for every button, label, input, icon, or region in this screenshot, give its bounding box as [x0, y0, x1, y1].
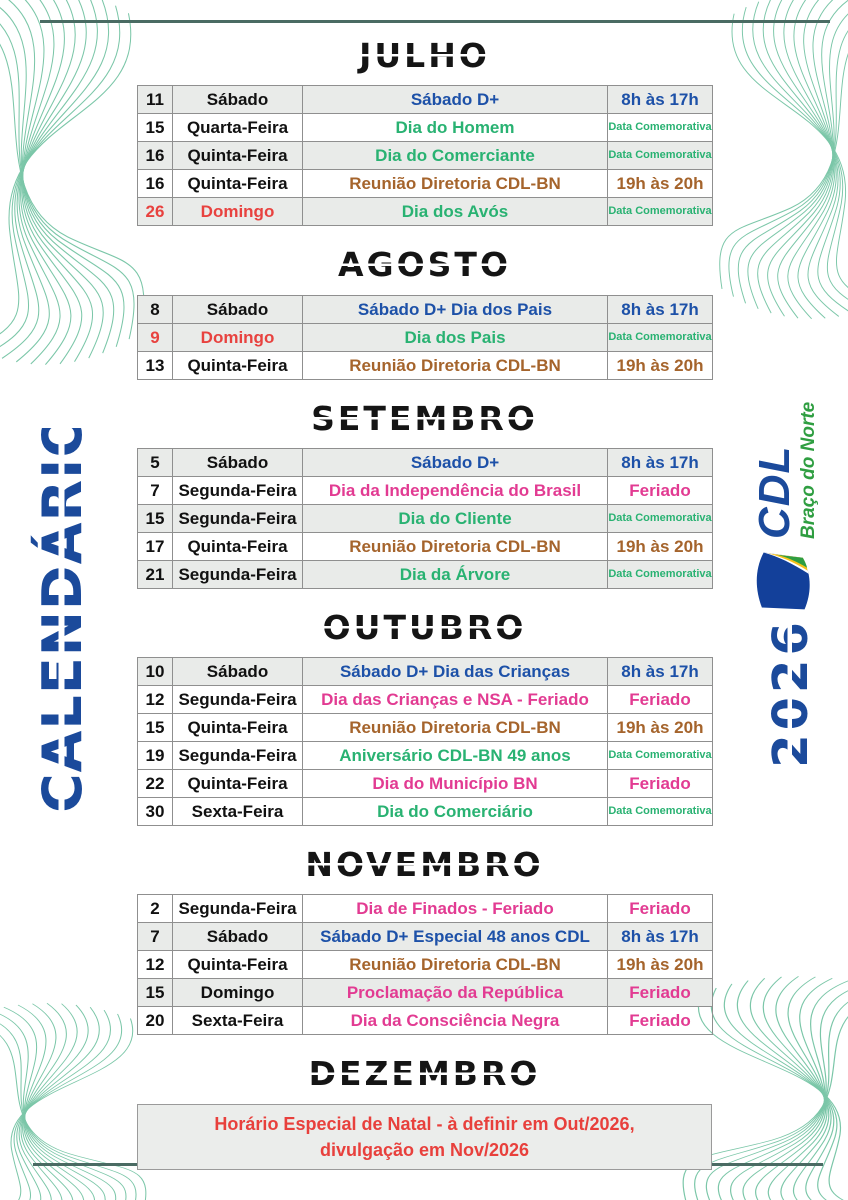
month-title: OUTUBRO: [137, 610, 712, 646]
day-cell: 8: [138, 295, 173, 323]
event-row: [138, 170, 713, 198]
weekday-cell: Sábado: [173, 658, 303, 686]
weekday-cell: Segunda-Feira: [173, 742, 303, 770]
note-cell: Data Comemorativa: [608, 504, 713, 532]
cdl-flag-logo-icon: [749, 548, 821, 612]
event-row: [138, 86, 713, 114]
weekday-cell: Sábado: [173, 86, 303, 114]
cdl-brand-text: [749, 401, 819, 539]
note-cell: 8h às 17h: [608, 923, 713, 951]
note-cell: Data Comemorativa: [608, 114, 713, 142]
month-title: DEZEMBRO: [137, 1056, 712, 1092]
swirl-ornament-bottom-right: [711, 975, 848, 1200]
event-row: [138, 770, 713, 798]
day-cell: 15: [138, 714, 173, 742]
event-cell: Dia do Homem: [303, 114, 608, 142]
weekday-cell: Sexta-Feira: [173, 798, 303, 826]
weekday-cell: Quinta-Feira: [173, 951, 303, 979]
day-cell: 5: [138, 448, 173, 476]
event-cell: Sábado D+: [303, 448, 608, 476]
event-cell: Sábado D+ Dia das Crianças: [303, 658, 608, 686]
month-section-setembro: [137, 398, 712, 589]
day-cell: 20: [138, 1007, 173, 1035]
note-cell: Feriado: [608, 1007, 713, 1035]
note-cell: Data Comemorativa: [608, 142, 713, 170]
event-row: [138, 351, 713, 379]
event-cell: Dia da Independência do Brasil: [303, 476, 608, 504]
month-title: JULHO: [137, 38, 712, 74]
cdl-brand-name: CDL: [749, 445, 799, 539]
vertical-calendar-title: CALENDÁRIO: [25, 428, 101, 813]
weekday-cell: Domingo: [173, 979, 303, 1007]
event-row: [138, 979, 713, 1007]
month-title: NOVEMBRO: [137, 847, 712, 883]
day-cell: 15: [138, 504, 173, 532]
event-cell: Sábado D+ Dia dos Pais: [303, 295, 608, 323]
event-cell: Sábado D+: [303, 86, 608, 114]
event-row: [138, 560, 713, 588]
event-cell: Aniversário CDL-BN 49 anos: [303, 742, 608, 770]
day-cell: 26: [138, 198, 173, 226]
month-title: AGOSTO: [137, 247, 712, 283]
swirl-ornament-top-right: [742, 0, 848, 320]
event-cell: Reunião Diretoria CDL-BN: [303, 532, 608, 560]
event-cell: Reunião Diretoria CDL-BN: [303, 170, 608, 198]
weekday-cell: Quinta-Feira: [173, 170, 303, 198]
event-row: [138, 951, 713, 979]
event-row: [138, 895, 713, 923]
day-cell: 12: [138, 686, 173, 714]
day-cell: 11: [138, 86, 173, 114]
event-row: [138, 923, 713, 951]
weekday-cell: Segunda-Feira: [173, 895, 303, 923]
event-cell: Sábado D+ Especial 48 anos CDL: [303, 923, 608, 951]
day-cell: 17: [138, 532, 173, 560]
event-cell: Proclamação da República: [303, 979, 608, 1007]
weekday-cell: Quarta-Feira: [173, 114, 303, 142]
month-section-julho: [137, 38, 712, 226]
note-cell: 8h às 17h: [608, 448, 713, 476]
month-table: [137, 894, 713, 1035]
event-cell: Dia das Crianças e NSA - Feriado: [303, 686, 608, 714]
month-table: [137, 448, 713, 589]
note-cell: Feriado: [608, 686, 713, 714]
weekday-cell: Domingo: [173, 323, 303, 351]
swirl-ornament-bottom-left: [0, 1002, 122, 1200]
weekday-cell: Segunda-Feira: [173, 504, 303, 532]
event-cell: Dia da Árvore: [303, 560, 608, 588]
day-cell: 15: [138, 114, 173, 142]
note-cell: 19h às 20h: [608, 351, 713, 379]
months-column: [137, 28, 712, 1170]
event-row: [138, 476, 713, 504]
cdl-brand-block: [742, 386, 828, 612]
weekday-cell: Quinta-Feira: [173, 714, 303, 742]
month-section-agosto: [137, 247, 712, 379]
weekday-cell: Quinta-Feira: [173, 351, 303, 379]
day-cell: 15: [138, 979, 173, 1007]
month-section-dezembro: [137, 1056, 712, 1169]
month-table: [137, 657, 713, 826]
top-divider-line: [40, 20, 830, 23]
note-cell: 8h às 17h: [608, 658, 713, 686]
note-cell: 19h às 20h: [608, 170, 713, 198]
weekday-cell: Sexta-Feira: [173, 1007, 303, 1035]
month-table: [137, 295, 713, 380]
christmas-schedule-notice-box: [137, 1104, 712, 1170]
day-cell: 9: [138, 323, 173, 351]
weekday-cell: Quinta-Feira: [173, 532, 303, 560]
weekday-cell: Segunda-Feira: [173, 476, 303, 504]
note-cell: 8h às 17h: [608, 295, 713, 323]
month-section-outubro: [137, 607, 712, 826]
day-cell: 7: [138, 476, 173, 504]
cdl-brand-subtitle: Braço do Norte: [797, 401, 819, 539]
event-row: [138, 198, 713, 226]
day-cell: 12: [138, 951, 173, 979]
note-cell: Data Comemorativa: [608, 742, 713, 770]
event-cell: Dia dos Avós: [303, 198, 608, 226]
notice-line-2: divulgação em Nov/2026: [319, 1139, 530, 1160]
note-cell: 19h às 20h: [608, 951, 713, 979]
event-cell: Dia de Finados - Feriado: [303, 895, 608, 923]
day-cell: 22: [138, 770, 173, 798]
note-cell: Data Comemorativa: [608, 560, 713, 588]
event-cell: Reunião Diretoria CDL-BN: [303, 714, 608, 742]
note-cell: Feriado: [608, 770, 713, 798]
month-section-novembro: [137, 847, 712, 1035]
note-cell: Feriado: [608, 476, 713, 504]
event-row: [138, 142, 713, 170]
event-cell: Dia da Consciência Negra: [303, 1007, 608, 1035]
event-row: [138, 714, 713, 742]
event-row: [138, 448, 713, 476]
note-cell: 19h às 20h: [608, 532, 713, 560]
note-cell: Feriado: [608, 895, 713, 923]
event-row: [138, 1007, 713, 1035]
weekday-cell: Sábado: [173, 448, 303, 476]
note-cell: 19h às 20h: [608, 714, 713, 742]
event-row: [138, 742, 713, 770]
note-cell: 8h às 17h: [608, 86, 713, 114]
month-table: [137, 85, 713, 226]
notice-line-1: Horário Especial de Natal - à definir em Out/2026,: [214, 1113, 635, 1134]
event-cell: Reunião Diretoria CDL-BN: [303, 351, 608, 379]
note-cell: Data Comemorativa: [608, 198, 713, 226]
note-cell: Feriado: [608, 979, 713, 1007]
note-cell: Data Comemorativa: [608, 323, 713, 351]
day-cell: 19: [138, 742, 173, 770]
note-cell: Data Comemorativa: [608, 798, 713, 826]
day-cell: 10: [138, 658, 173, 686]
event-row: [138, 798, 713, 826]
event-row: [138, 504, 713, 532]
day-cell: 16: [138, 170, 173, 198]
day-cell: 13: [138, 351, 173, 379]
day-cell: 30: [138, 798, 173, 826]
weekday-cell: Segunda-Feira: [173, 686, 303, 714]
event-row: [138, 114, 713, 142]
weekday-cell: Sábado: [173, 295, 303, 323]
event-cell: Dia do Comerciário: [303, 798, 608, 826]
event-row: [138, 532, 713, 560]
event-row: [138, 658, 713, 686]
event-row: [138, 295, 713, 323]
event-cell: Reunião Diretoria CDL-BN: [303, 951, 608, 979]
weekday-cell: Quinta-Feira: [173, 142, 303, 170]
event-cell: Dia do Município BN: [303, 770, 608, 798]
month-title: SETEMBRO: [137, 401, 712, 437]
day-cell: 2: [138, 895, 173, 923]
day-cell: 7: [138, 923, 173, 951]
event-cell: Dia do Comerciante: [303, 142, 608, 170]
event-row: [138, 323, 713, 351]
event-row: [138, 686, 713, 714]
weekday-cell: Quinta-Feira: [173, 770, 303, 798]
day-cell: 21: [138, 560, 173, 588]
weekday-cell: Sábado: [173, 923, 303, 951]
weekday-cell: Segunda-Feira: [173, 560, 303, 588]
vertical-year: 2026: [763, 618, 819, 768]
event-cell: Dia do Cliente: [303, 504, 608, 532]
event-cell: Dia dos Pais: [303, 323, 608, 351]
swirl-ornament-top-left: [0, 0, 120, 366]
day-cell: 16: [138, 142, 173, 170]
weekday-cell: Domingo: [173, 198, 303, 226]
